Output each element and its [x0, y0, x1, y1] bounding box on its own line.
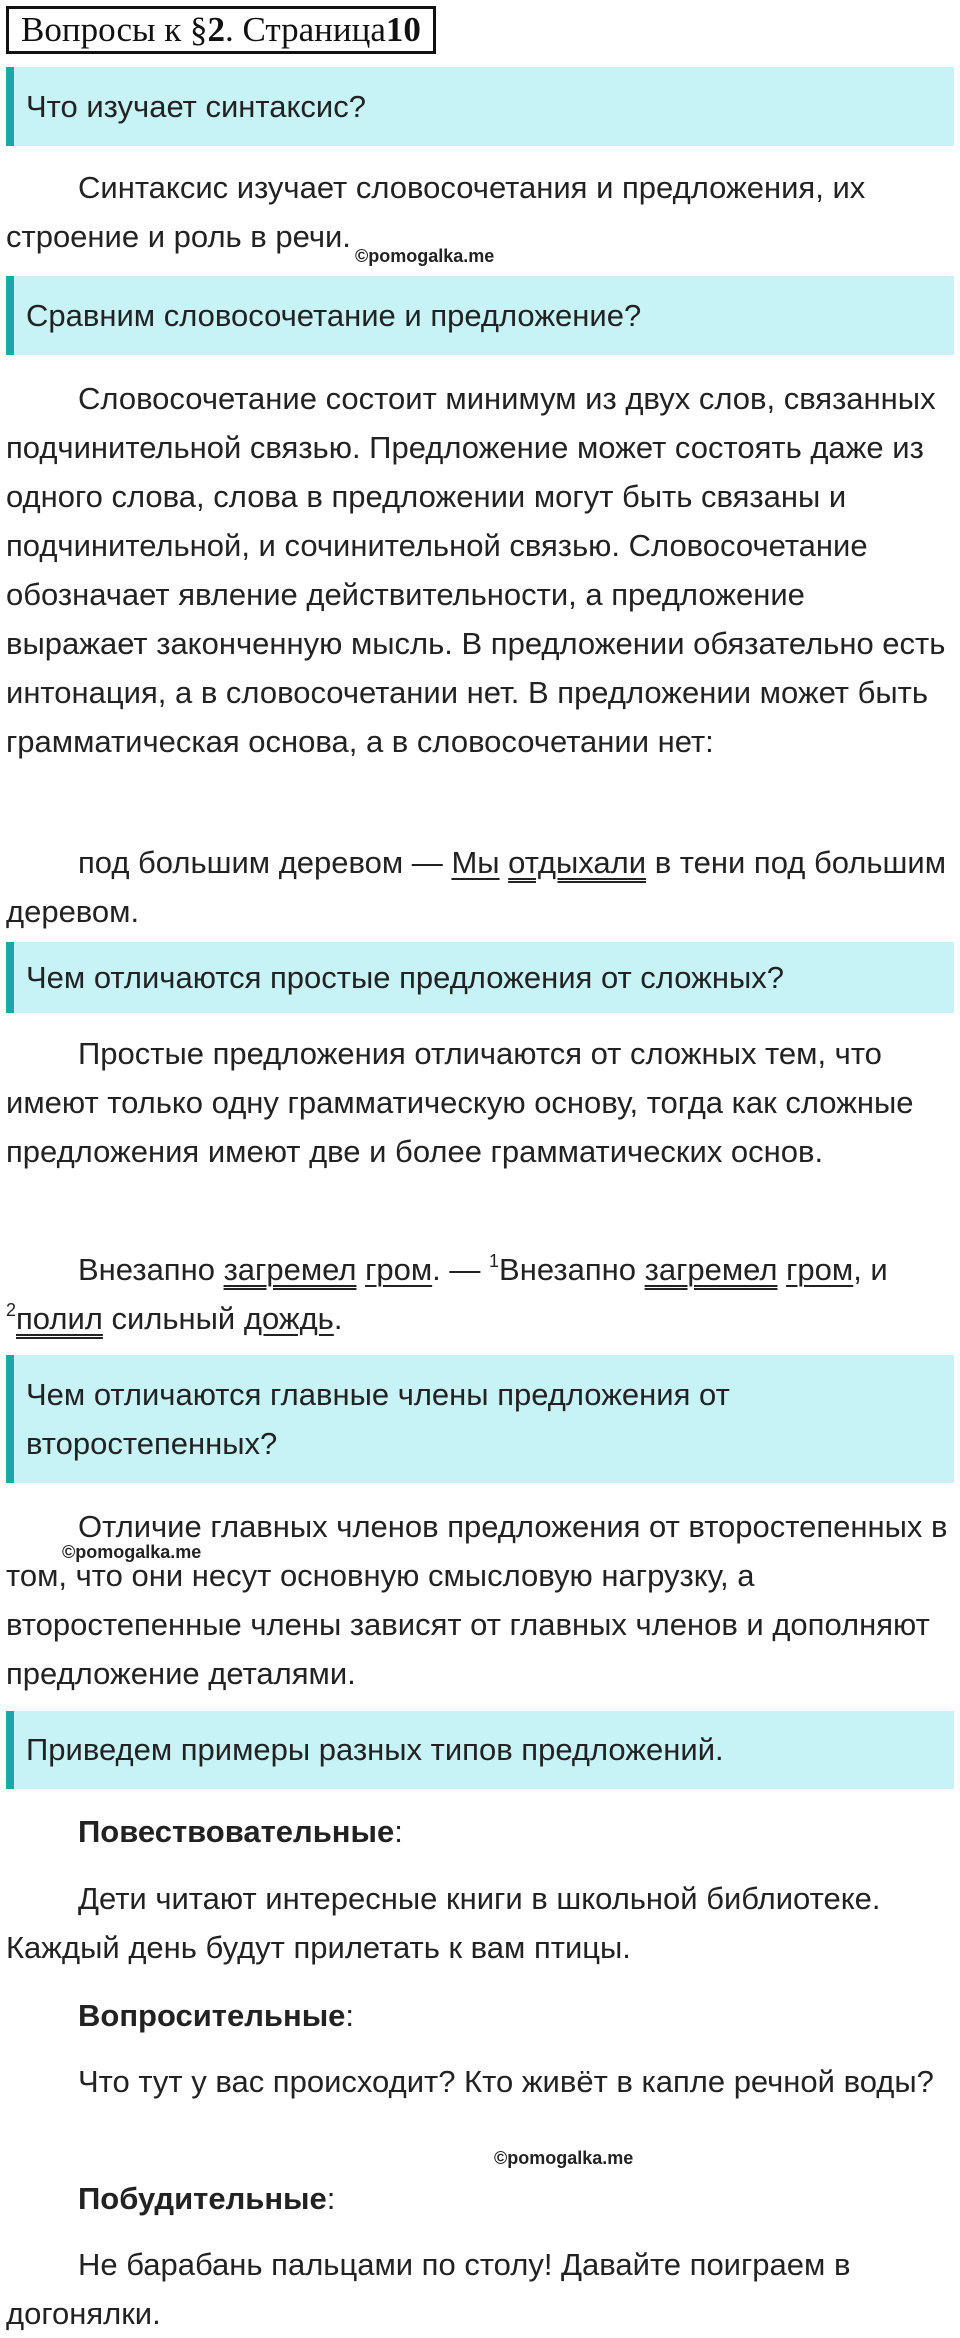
- watermark: ©pomogalka.me: [355, 246, 495, 266]
- title-page-number: 10: [385, 10, 421, 49]
- example-3-predicate-3: полил: [16, 1301, 103, 1336]
- example-3-predicate-2: загремел: [644, 1252, 778, 1287]
- type-imperative-example: Не барабань пальцами по столу! Давайте поиграем в догонялки.: [6, 2247, 851, 2331]
- title-prefix: Вопросы к §: [21, 10, 208, 49]
- watermark: ©pomogalka.me: [494, 2148, 634, 2168]
- example-3-marker-2: 2: [6, 1299, 17, 1320]
- answer-4-text: Отличие главных членов предложения от второстепенных в том, что они несут основную смысловую нагрузку, а второстепенные члены зависят от главных членов и дополняют предложение деталями.: [6, 1509, 948, 1691]
- title-middle: . Страница: [225, 10, 386, 49]
- example-2-subject: Мы: [451, 845, 500, 880]
- example-3: Внезапно загремел гром. — $^1$Внезапно загремел гром, и $^2$полил сильный дождь.: [6, 1250, 888, 1336]
- example-2-predicate: отдыхали: [508, 845, 647, 880]
- example-3-subject-1: гром: [365, 1252, 433, 1287]
- example-3-marker-1: 1: [489, 1250, 500, 1271]
- question-2-text: Сравним словосочетание и предложение?: [26, 297, 642, 333]
- question-3: [6, 942, 954, 1013]
- example-2-phrase: под большим деревом —: [78, 845, 452, 880]
- title-section: 2: [207, 10, 226, 49]
- example-3-subject-2: гром: [786, 1252, 854, 1287]
- question-1: [6, 67, 954, 146]
- answer-2: [6, 374, 954, 766]
- example-2-rest: в тени под большим деревом.: [6, 845, 947, 929]
- question-3-text: Чем отличаются простые предложения от сложных?: [26, 959, 785, 995]
- question-5: [6, 1711, 954, 1789]
- type-interrogative-label: Вопросительные:: [78, 1998, 355, 2033]
- question-1-text: Что изучает синтаксис?: [26, 88, 366, 124]
- example-3-subject-3: дождь: [243, 1301, 334, 1336]
- answer-1-text: Синтаксис изучает словосочетания и предложения, их строение и роль в речи.: [6, 170, 866, 254]
- answer-2-text: Словосочетание состоит минимум из двух слов, связанных подчинительной связью. Предложение может состоять даже из одного слова, слова в предложении могут быть связаны и подчинительной, и сочинительной связью. Словосочетание обозначает явление действительности, а предложение выражает законченную мысль. В предложении обязательно есть интонация, а в словосочетании нет. В предложении может быть грамматическая основа, а в словосочетании нет:: [6, 381, 946, 759]
- example-2: [6, 838, 954, 936]
- watermark: ©pomogalka.me: [62, 1542, 202, 1562]
- question-4-text: Чем отличаются главные члены предложения от второстепенных?: [26, 1377, 730, 1461]
- type-imperative-label: Побудительные:: [78, 2181, 336, 2216]
- question-4: [6, 1355, 954, 1483]
- page-title: [6, 6, 436, 54]
- question-2: [6, 276, 954, 355]
- type-narrative-label: Повествовательные:: [78, 1814, 403, 1849]
- type-interrogative-example: Что тут у вас происходит? Кто живёт в капле речной воды?: [78, 2064, 934, 2099]
- answer-3: [6, 1029, 954, 1176]
- type-narrative-example: Дети читают интересные книги в школьной библиотеке. Каждый день будут прилетать к вам птицы.: [6, 1881, 881, 1965]
- question-5-text: Приведем примеры разных типов предложений.: [26, 1732, 724, 1767]
- answer-3-text: Простые предложения отличаются от сложных тем, что имеют только одну грамматическую основу, тогда как сложные предложения имеют две и более грамматических основ.: [6, 1036, 914, 1169]
- answer-4: [6, 1502, 954, 1698]
- example-3-predicate-1: загремел: [223, 1252, 357, 1287]
